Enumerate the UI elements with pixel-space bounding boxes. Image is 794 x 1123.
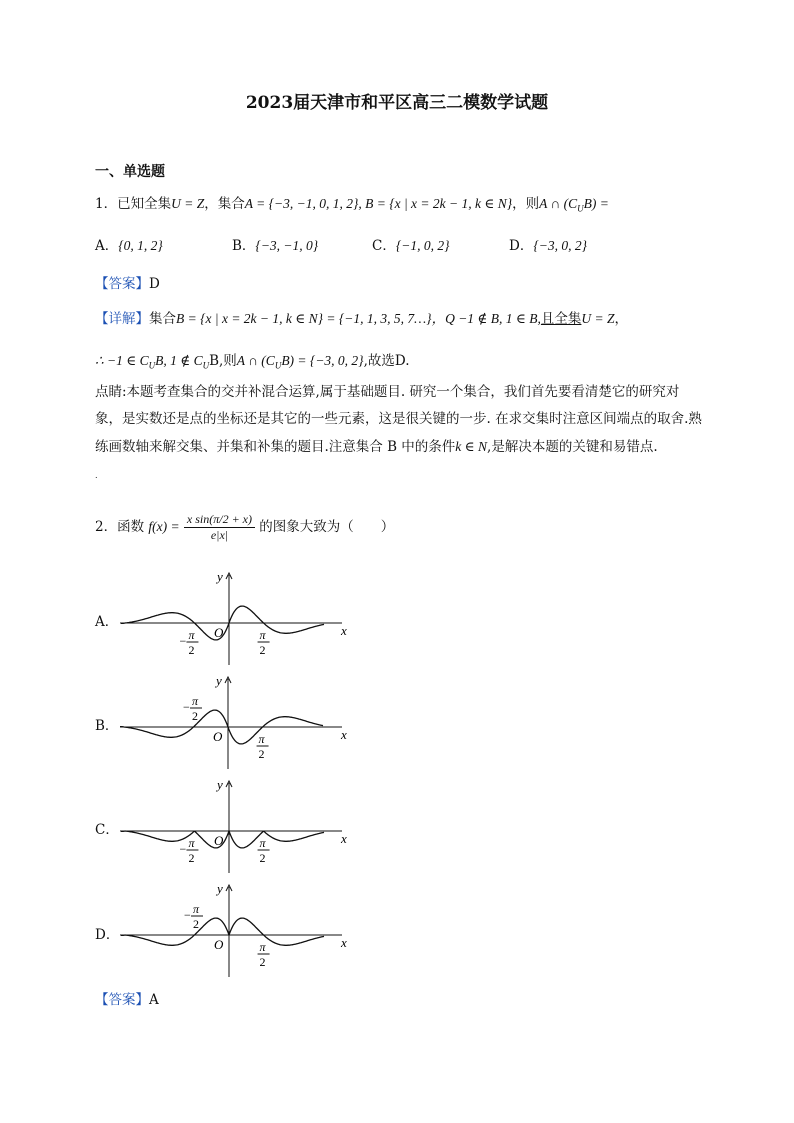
graph-d-neg-pi-half-minus: − bbox=[184, 908, 191, 922]
graph-a-neg-pi-half-two: 2 bbox=[188, 643, 195, 657]
graph-d-pi-half-pi: π bbox=[259, 940, 266, 954]
q1-option-a-label: A． bbox=[95, 238, 119, 254]
q2-answer bbox=[95, 988, 159, 1008]
q1-option-c-value: {−1, 0, 2} bbox=[395, 238, 450, 253]
graph-b-pi-half-two: 2 bbox=[258, 747, 265, 761]
q1-option-b-value: {−3, −1, 0} bbox=[255, 238, 319, 253]
q1-detail-l2a: ∴ −1 ∈ C bbox=[95, 353, 149, 368]
graph-a-origin-label: O bbox=[214, 625, 224, 640]
graph-b-neg-pi-half-pi: π bbox=[192, 694, 199, 708]
graph-d-origin-label: O bbox=[214, 937, 224, 952]
q1-detail-tag: 【详解】 bbox=[95, 311, 149, 327]
graph-a-neg-pi-half-minus: − bbox=[179, 634, 187, 648]
q1-detail-l2b-sub: U bbox=[202, 360, 210, 371]
q1-sep2: ，则 bbox=[512, 196, 540, 212]
q1-prefix: 1．已知全集 bbox=[95, 196, 172, 212]
graph-a-neg-pi-half-pi: π bbox=[188, 628, 195, 642]
q2-answer-tag: 【答案】 bbox=[95, 992, 149, 1008]
q1-expr-sub: U bbox=[577, 203, 584, 214]
graph-c-neg-pi-half-minus: − bbox=[179, 842, 187, 856]
graph-d-y-label: y bbox=[217, 881, 223, 896]
q1-detail-text: 集合 bbox=[149, 311, 176, 327]
q2-option-a-label[interactable]: A． bbox=[95, 614, 119, 630]
q1-comment-math: k ∈ N bbox=[455, 439, 488, 454]
q1-detail-text2: 且全集 bbox=[540, 311, 582, 327]
q1-detail-l2f: ,故选D. bbox=[363, 353, 410, 369]
graph-b-pi-half-pi: π bbox=[258, 732, 265, 746]
graph-c-x-label: x bbox=[341, 831, 347, 846]
graph-d-neg-pi-half-two: 2 bbox=[193, 917, 199, 931]
graph-d-neg-pi-half-pi: π bbox=[193, 902, 200, 916]
graph-b-origin-label: O bbox=[213, 729, 223, 744]
q2-answer-value: A bbox=[149, 992, 159, 1008]
q1-sets: A = {−3, −1, 0, 1, 2}, B = {x | x = 2k − 1, k ∈ N} bbox=[244, 196, 513, 211]
q1-detail-l2d-sub: U bbox=[274, 360, 282, 371]
q1-detail-l2c: B,则 bbox=[209, 353, 237, 369]
graph-d-x-label: x bbox=[341, 935, 347, 950]
q1-detail-l2e: B) = {−3, 0, 2} bbox=[281, 353, 364, 368]
q2-fx: f(x) = bbox=[148, 519, 180, 534]
q1-universe: U = Z bbox=[171, 196, 205, 211]
page-title: 2023届天津市和平区高三二模数学试题 bbox=[245, 93, 549, 113]
graph-c-neg-pi-half-pi: π bbox=[188, 836, 195, 850]
q1-detail-comma: ， bbox=[614, 311, 629, 327]
q1-option-a-value: {0, 1, 2} bbox=[118, 238, 163, 253]
q1-expr: A ∩ (C bbox=[539, 196, 578, 211]
graph-b-x-label: x bbox=[341, 727, 347, 742]
q1-comment-text2: ,是解决本题的关键和易错点. bbox=[487, 439, 658, 455]
q2-denominator: e|x| bbox=[210, 528, 229, 542]
q1-comment-text: 点睛:本题考查集合的交并补混合运算,属于基础题目. 研究一个集合，我们首先要看清楚它的研究对象，是实数还是点的坐标还是其它的一些元素，这是很关键的一步. 在求交集时注意区间端点的取舍.熟练画数轴来解交集、并集和补集的题目.注意集合 B 中的条件 bbox=[95, 384, 702, 455]
q1-detail-universe: U = Z bbox=[581, 311, 615, 326]
q1-sep1: ，集合 bbox=[204, 196, 245, 212]
q1-option-b-label: B． bbox=[232, 238, 256, 254]
q2-option-b-label[interactable]: B． bbox=[95, 718, 119, 734]
q1-answer-tag: 【答案】 bbox=[95, 276, 149, 292]
graph-c-origin-label: O bbox=[214, 833, 224, 848]
graph-d-pi-half-two: 2 bbox=[259, 955, 266, 969]
q2-prefix: 2．函数 bbox=[95, 519, 145, 535]
q1-detail-l2b: B, 1 ∉ C bbox=[155, 353, 203, 368]
q1-expr-end: B) = bbox=[583, 196, 609, 211]
q1-answer-value: D bbox=[149, 276, 160, 292]
q1-option-d-value: {−3, 0, 2} bbox=[533, 238, 587, 253]
q2-option-c-label[interactable]: C． bbox=[95, 822, 119, 838]
q1-detail-l2a-sub: U bbox=[148, 360, 156, 371]
q1-option-c-label: C． bbox=[372, 238, 396, 254]
graph-a-y-label: y bbox=[217, 569, 223, 584]
graph-b-y-label: y bbox=[216, 673, 222, 688]
q2-numerator: x sin(π/2 + x) bbox=[184, 512, 255, 528]
graph-c-neg-pi-half-two: 2 bbox=[188, 851, 195, 865]
q2-suffix: 的图象大致为（ ） bbox=[259, 519, 395, 535]
graph-a-x-label: x bbox=[341, 623, 347, 638]
graph-a-pi-half-pi: π bbox=[259, 628, 266, 642]
graph-c-pi-half-pi: π bbox=[259, 836, 266, 850]
q1-option-d-label: D． bbox=[509, 238, 534, 254]
section-heading: 一、单选题 bbox=[95, 164, 165, 180]
q1-detail-l2d: A ∩ (C bbox=[236, 353, 275, 368]
q2-option-d-label[interactable]: D． bbox=[95, 927, 120, 943]
q1-detail-setB: B = {x | x = 2k − 1, k ∈ N} = {−1, 1, 3, 5, 7…} bbox=[176, 311, 432, 326]
q1-detail-membership: ，Q −1 ∉ B, 1 ∈ B, bbox=[431, 311, 541, 326]
graph-c-pi-half-two: 2 bbox=[259, 851, 266, 865]
graph-c-y-label: y bbox=[217, 777, 223, 792]
graph-b-neg-pi-half-two: 2 bbox=[192, 709, 198, 723]
graph-a-pi-half-two: 2 bbox=[259, 643, 266, 657]
graph-b-neg-pi-half-minus: − bbox=[183, 700, 190, 714]
q1-comment-dot: . bbox=[95, 471, 98, 480]
